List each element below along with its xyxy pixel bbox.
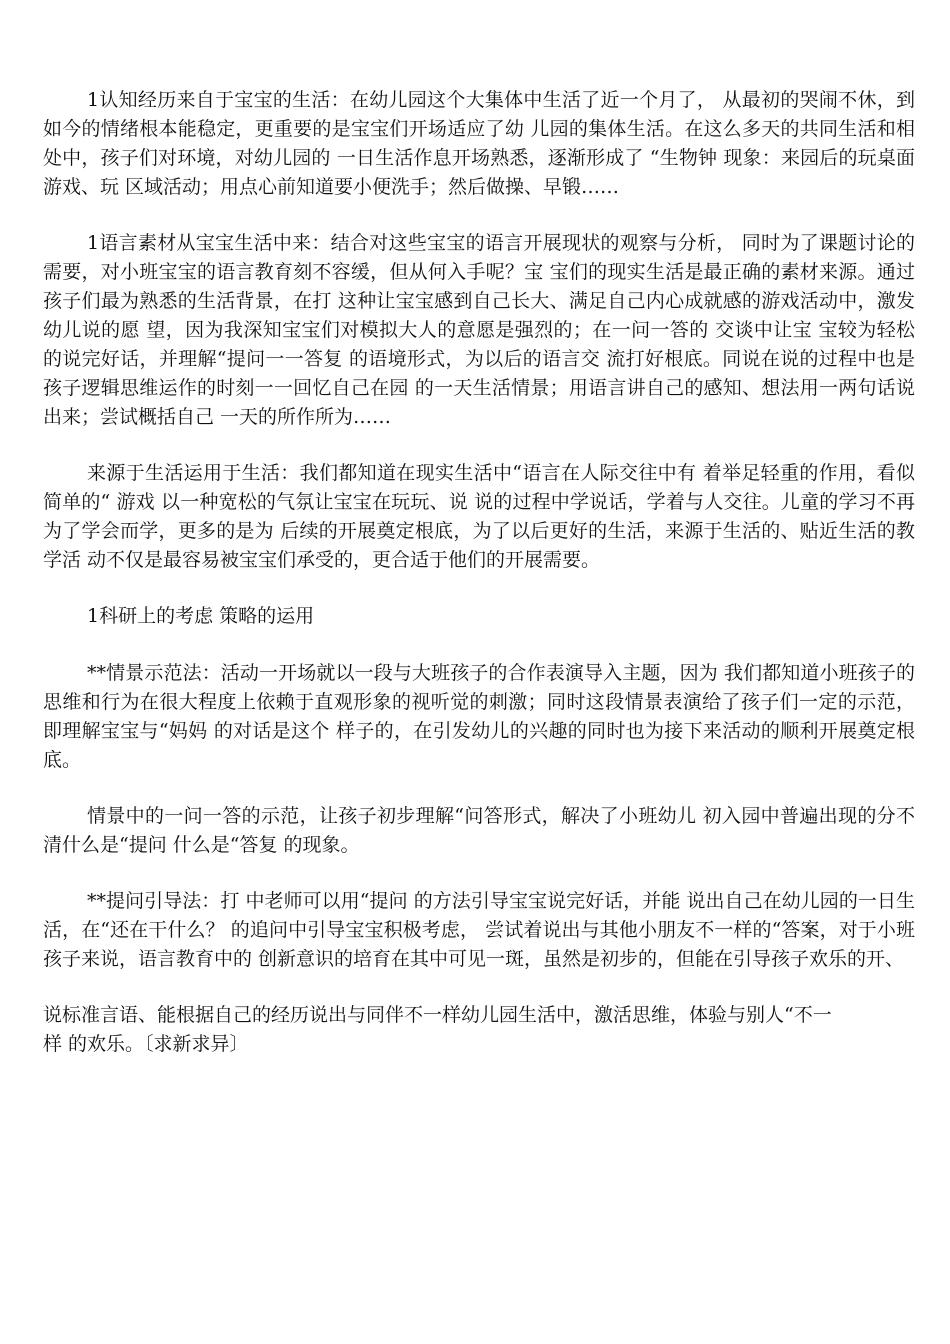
paragraph-from-life-to-life: 来源于生活运用于生活：我们都知道在现实生活中“语言在人际交往中有 着举足轻重的作用，看似简单的“ 游戏 以一种宽松的气氛让宝宝在玩玩、说 说的过程中学说话，学着与人交往。儿童的学习不再为了学会而学，更多的是为 后续的开展奠定根底，为了以后更好的生活，来源于生活的、贴近生活的教学活 动不仅是最容易被宝宝们承受的，更合适于他们的开展需要。 [43, 462, 915, 571]
paragraph-language-material: 1语言素材从宝宝生活中来：结合对这些宝宝的语言开展现状的观察与分析， 同时为了课题讨论的需要，对小班宝宝的语言教育刻不容缓，但从何入手呢？宝 宝们的现实生活是最正确的素材来源。通过孩子们最为熟悉的生活背景，在打 这种让宝宝感到自己长大、满足自己内心成就感的游戏活动中，激发幼儿说的愿 望，因为我深知宝宝们对模拟大人的意愿是强烈的；在一问一答的 交谈中让宝 宝较为轻松的说完好话，并理解“提问一一答复 的语境形式，为以后的语言交 流打好根底。同说在说的过程中也是孩子逻辑思维运作的时刻一一回忆自己在园 的一天生活情景；用语言讲自己的感知、想法用一两句话说出来；尝试概括自己 一天的所作所为…… [43, 232, 915, 428]
paragraph-closing: 说标准言语、能根据自己的经历说出与同伴不一样幼儿园生活中，激活思维，体验与别人“不一样 的欢乐。〔求新求异〕 [43, 1004, 832, 1055]
paragraph-question-guidance: **提问引导法：打 中老师可以用“提问 的方法引导宝宝说完好话，并能 说出自己在幼儿园的一日生活，在“还在干什么？ 的追问中引导宝宝积极考虑， 尝试着说出与其他小朋友不一样的“答案，对于小班孩子来说，语言教育中的 创新意识的培育在其中可见一斑，虽然是初步的，但能在引导孩子欢乐的开、 [43, 890, 915, 970]
paragraph-cognitive-experience: 1认知经历来自于宝宝的生活：在幼儿园这个大集体中生活了近一个月了， 从最初的哭闹不休，到如今的情绪根本能稳定，更重要的是宝宝们开场适应了幼 儿园的集体生活。在这么多天的共同生活和相处中，孩子们对环境，对幼儿园的 一日生活作息开场熟悉，逐渐形成了 “生物钟 现象：来园后的玩桌面游戏、玩 区域活动；用点心前知道要小便洗手；然后做操、早锻…… [43, 89, 915, 198]
paragraph-scenario-demonstration: **情景示范法：活动一开场就以一段与大班孩子的合作表演导入主题，因为 我们都知道小班孩子的思维和行为在很大程度上依赖于直观形象的视听觉的刺激；同时这段情景表演给了孩子们一定的示范，即理解宝宝与“妈妈 的对话是这个 样子的，在引发幼儿的兴趣的同时也为接下来活动的顺利开展奠定根底。 [43, 662, 915, 771]
section-heading-strategy: 1科研上的考虑 策略的运用 [87, 605, 315, 627]
document-page [43, 86, 915, 1086]
paragraph-question-answer-demo: 情景中的一问一答的示范，让孩子初步理解“问答形式，解决了小班幼儿 初入园中普遍出现的分不清什么是“提问 什么是“答复 的现象。 [43, 805, 915, 856]
